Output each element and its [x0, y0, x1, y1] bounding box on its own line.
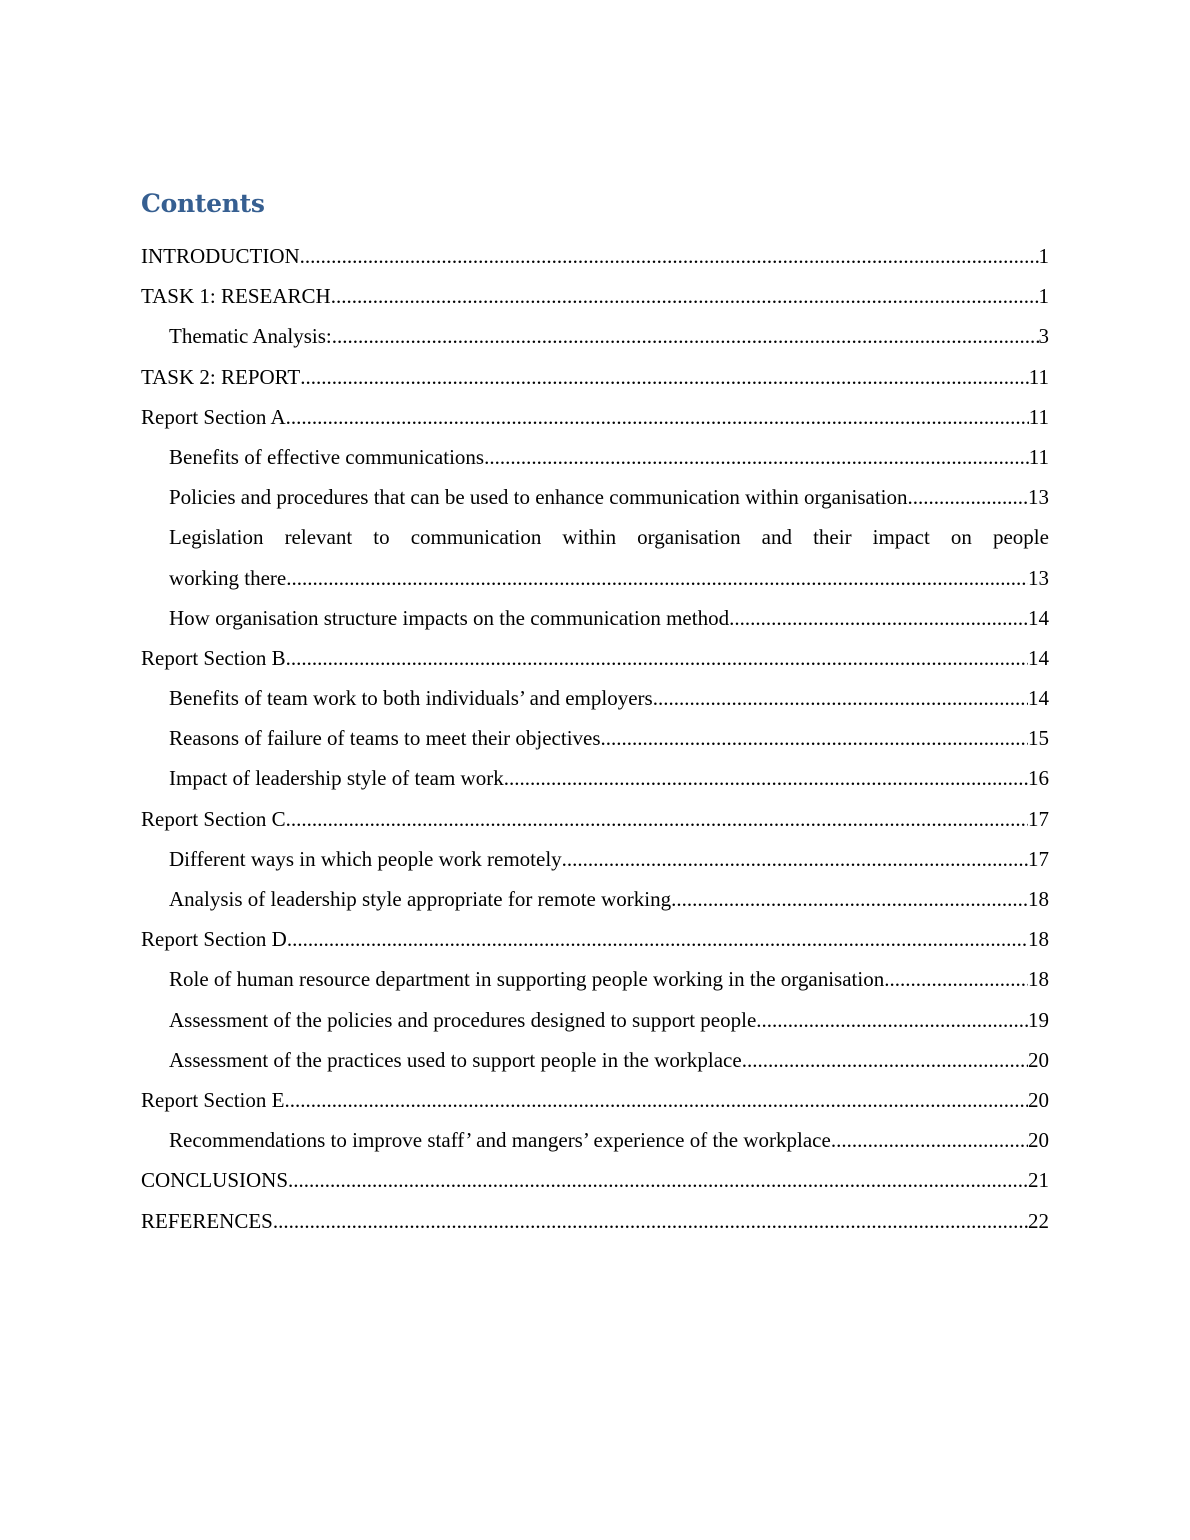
toc-word: organisation: [637, 525, 741, 550]
toc-entry-label: Different ways in which people work remotely: [169, 846, 562, 871]
toc-entry[interactable]: [141, 1080, 1049, 1120]
toc-entry[interactable]: [141, 1201, 1049, 1241]
toc-entry-label: REFERENCES: [141, 1208, 273, 1233]
toc-leader: [671, 879, 1028, 919]
toc-entry-wrapped[interactable]: [141, 517, 1049, 597]
toc-page-number: 18: [1028, 927, 1049, 952]
toc-leader: [601, 718, 1028, 758]
toc-entry-label: Impact of leadership style of team work: [169, 766, 504, 791]
toc-page-number: 17: [1028, 806, 1049, 831]
toc-word: Legislation: [169, 525, 264, 550]
toc-page-number: 11: [1028, 404, 1049, 429]
toc-page-number: 15: [1028, 726, 1049, 751]
toc-entry[interactable]: [141, 316, 1049, 356]
toc-leader: [300, 236, 1039, 276]
toc-page-number: 20: [1028, 1128, 1049, 1153]
toc-entry[interactable]: [141, 718, 1049, 758]
toc-page-number: 14: [1028, 686, 1049, 711]
toc-entry-label: Report Section B: [141, 645, 286, 670]
document-page: [141, 184, 1049, 1241]
toc-leader: [286, 799, 1028, 839]
toc-page-number: 16: [1028, 766, 1049, 791]
toc-entry[interactable]: [141, 919, 1049, 959]
toc-word: people: [992, 525, 1049, 550]
toc-page-number: 14: [1028, 645, 1049, 670]
toc-word: to: [373, 525, 390, 550]
toc-entry-label: Benefits of team work to both individuals’ and employers: [169, 686, 653, 711]
toc-entry[interactable]: [141, 236, 1049, 276]
toc-leader: [331, 276, 1039, 316]
toc-leader: [831, 1120, 1028, 1160]
table-of-contents: [141, 236, 1049, 1241]
toc-entry[interactable]: [141, 477, 1049, 517]
toc-page-number: 13: [1028, 485, 1049, 510]
toc-entry-label: Report Section A: [141, 404, 286, 429]
toc-page-number: 20: [1028, 1087, 1049, 1112]
toc-leader: [273, 1201, 1028, 1241]
toc-entry-label: Report Section C: [141, 806, 286, 831]
toc-page-number: 13: [1028, 565, 1049, 590]
toc-leader: [504, 758, 1028, 798]
toc-word: communication: [410, 525, 542, 550]
toc-entry[interactable]: [141, 276, 1049, 316]
toc-entry-label: Reasons of failure of teams to meet their objectives: [169, 726, 601, 751]
toc-leader: [756, 1000, 1028, 1040]
toc-entry-label: TASK 1: RESEARCH: [141, 284, 331, 309]
toc-leader: [332, 316, 1039, 356]
toc-leader: [889, 959, 1028, 999]
toc-entry-label: Policies and procedures that can be used to enhance communication within organisation.: [169, 485, 913, 510]
toc-leader: [484, 437, 1029, 477]
toc-leader: [287, 919, 1028, 959]
toc-entry[interactable]: [141, 598, 1049, 638]
toc-entry[interactable]: [141, 1040, 1049, 1080]
toc-entry[interactable]: [141, 1120, 1049, 1160]
toc-entry[interactable]: [141, 638, 1049, 678]
toc-entry[interactable]: [141, 879, 1049, 919]
toc-entry-label: Thematic Analysis:: [169, 324, 332, 349]
toc-page-number: 20: [1028, 1047, 1049, 1072]
toc-entry-label: Report Section E: [141, 1087, 285, 1112]
toc-leader: [734, 598, 1028, 638]
toc-entry[interactable]: [141, 799, 1049, 839]
toc-entry-label: Recommendations to improve staff’ and mangers’ experience of the workplace: [169, 1128, 831, 1153]
toc-page-number: 21: [1028, 1168, 1049, 1193]
toc-entry[interactable]: [141, 1000, 1049, 1040]
toc-entry-label-line2: working there: [169, 565, 287, 590]
toc-word: and: [761, 525, 792, 550]
toc-entry-label: INTRODUCTION: [141, 244, 300, 268]
toc-page-number: 11: [1028, 364, 1049, 389]
toc-entry-label: How organisation structure impacts on the communication method.: [169, 605, 735, 630]
toc-page-number: 1: [1038, 284, 1049, 309]
toc-title: Contents: [141, 189, 265, 218]
toc-word: impact: [872, 525, 930, 550]
toc-page-number: 19: [1028, 1007, 1049, 1032]
toc-page-number: 18: [1028, 967, 1049, 992]
toc-page-number: 1: [1038, 244, 1049, 268]
toc-entry-label: Role of human resource department in supporting people working in the organisation.: [169, 967, 890, 992]
toc-entry[interactable]: [141, 1160, 1049, 1200]
toc-page-number: 22: [1028, 1208, 1049, 1233]
toc-entry-label: Report Section D: [141, 927, 287, 952]
toc-entry[interactable]: [141, 397, 1049, 437]
toc-word: relevant: [284, 525, 353, 550]
toc-word: their: [813, 525, 852, 550]
toc-leader: [288, 1160, 1028, 1200]
toc-leader: [284, 1080, 1028, 1120]
toc-entry[interactable]: [141, 839, 1049, 879]
toc-entry[interactable]: [141, 437, 1049, 477]
toc-entry-label-line1: [169, 517, 1049, 557]
toc-word: within: [562, 525, 617, 550]
toc-page-number: 11: [1028, 444, 1049, 469]
toc-entry[interactable]: [141, 959, 1049, 999]
toc-page-number: 14: [1028, 605, 1049, 630]
toc-entry-label: Assessment of the practices used to support people in the workplace: [169, 1047, 742, 1072]
toc-entry[interactable]: [141, 678, 1049, 718]
toc-entry-label: Assessment of the policies and procedures designed to support people: [169, 1007, 757, 1032]
toc-leader: [562, 839, 1028, 879]
toc-page-number: 3: [1038, 324, 1049, 349]
toc-leader: [913, 477, 1028, 517]
toc-leader: [286, 558, 1028, 598]
toc-page-number: 17: [1028, 846, 1049, 871]
toc-entry[interactable]: [141, 758, 1049, 798]
toc-entry-label: Benefits of effective communications: [169, 444, 485, 469]
toc-word: on: [950, 525, 972, 550]
toc-leader: [286, 638, 1028, 678]
toc-entry[interactable]: [141, 357, 1049, 397]
toc-leader: [300, 357, 1029, 397]
toc-leader: [742, 1040, 1028, 1080]
toc-entry-label: CONCLUSIONS: [141, 1168, 289, 1193]
toc-entry-label: Analysis of leadership style appropriate for remote working: [169, 887, 672, 911]
toc-page-number: 18: [1028, 887, 1049, 911]
toc-entry-label: TASK 2: REPORT: [141, 364, 301, 389]
toc-leader: [653, 678, 1028, 718]
toc-leader: [286, 397, 1029, 437]
